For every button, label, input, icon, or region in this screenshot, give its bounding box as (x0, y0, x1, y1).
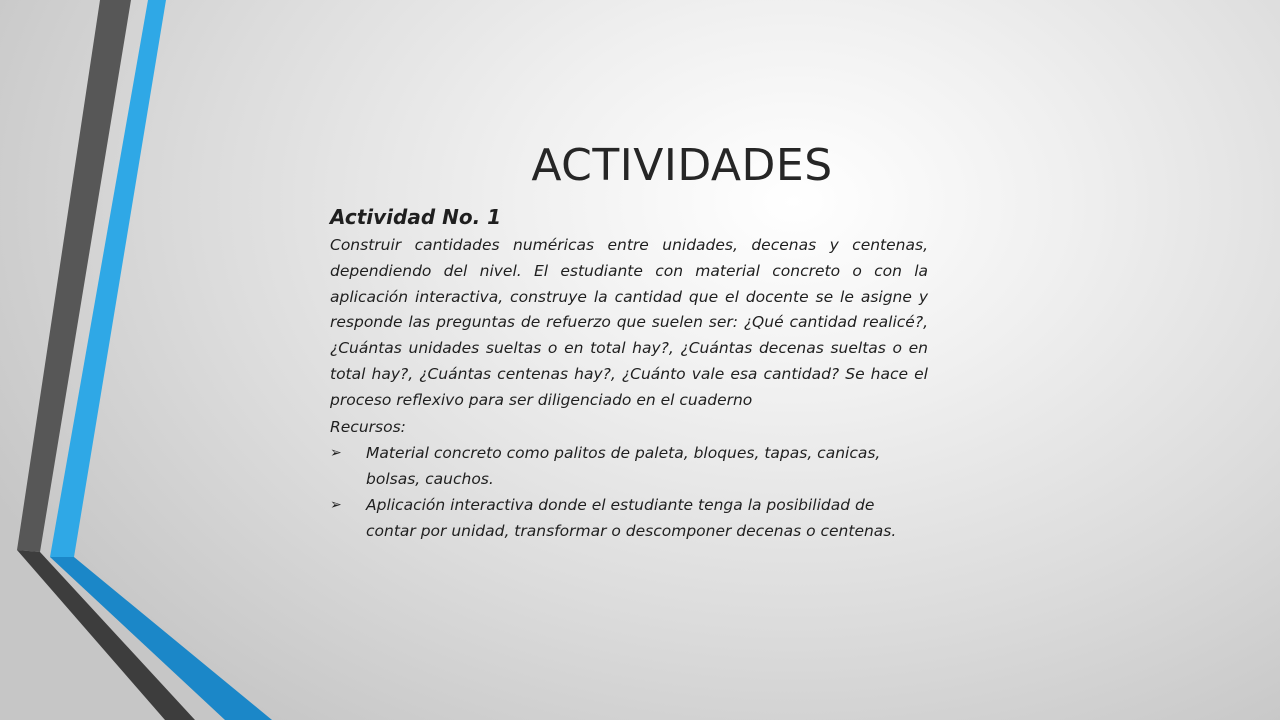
page-title: ACTIVIDADES (531, 140, 833, 191)
resource-text: Aplicación interactiva donde el estudiante tenga la posibilidad de contar por unidad, transformar o descomponer decenas o centenas. (366, 495, 897, 540)
list-item (330, 492, 926, 544)
resources-label: Recursos: (330, 417, 406, 436)
resource-text: Material concreto como palitos de paleta, bloques, tapas, canicas, bolsas, cauchos. (366, 443, 881, 488)
arrow-bullet-icon: ➢ (330, 496, 342, 513)
activity-content (330, 204, 928, 544)
arrow-bullet-icon: ➢ (330, 444, 342, 461)
activity-heading: Actividad No. 1 (330, 205, 502, 229)
resources-list (330, 440, 928, 544)
activity-description: Construir cantidades numéricas entre unidades, decenas y centenas, dependiendo del nivel. El estudiante con material concreto o con la aplicación interactiva, construye la cantidad que el docente se le asigne y responde las preguntas de refuerzo que suelen ser: ¿Qué cantidad realicé?, ¿Cuántas unidades sueltas o en total hay?, ¿Cuántas decenas sueltas o en total hay?, ¿Cuántas centenas hay?, ¿Cuánto vale esa cantidad? Se hace el proceso reflexivo para ser diligenciado en el cuaderno (330, 236, 928, 409)
list-item (330, 440, 926, 492)
